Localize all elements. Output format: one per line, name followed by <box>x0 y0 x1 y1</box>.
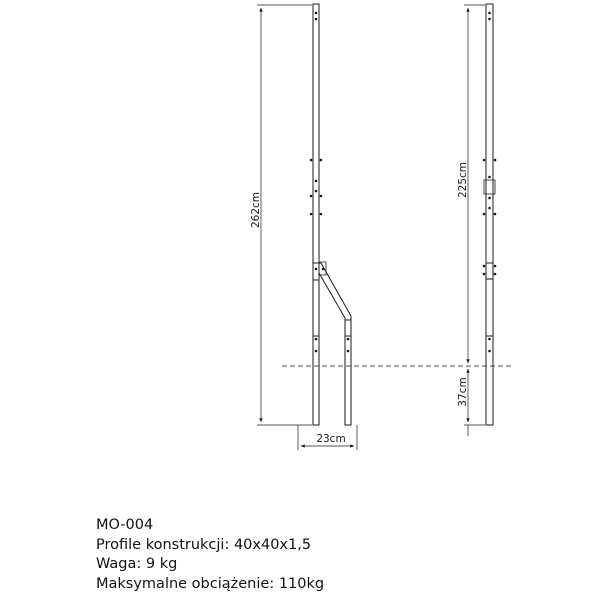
bolt-hole <box>494 213 497 216</box>
bolt-hole <box>310 213 313 216</box>
bolt-hole <box>310 159 313 162</box>
bolt-hole <box>347 338 350 341</box>
bolt-hole <box>310 195 313 198</box>
front-main-post <box>313 4 319 425</box>
front-bolt-holes <box>310 12 350 353</box>
bolt-hole <box>494 265 497 268</box>
model-code: MO-004 <box>96 517 154 533</box>
max-load-spec: Maksymalne obciążenie: 110kg <box>96 575 325 592</box>
side-bolt-holes <box>483 12 497 353</box>
bolt-hole <box>488 18 491 21</box>
bolt-hole <box>320 213 323 216</box>
bolt-hole <box>494 159 497 162</box>
side-view <box>484 4 495 425</box>
bolt-hole <box>494 273 497 276</box>
bolt-hole <box>488 176 491 179</box>
bolt-hole <box>315 338 318 341</box>
bolt-hole <box>315 268 318 271</box>
bolt-hole <box>483 265 486 268</box>
bolt-hole <box>488 350 491 353</box>
bolt-hole <box>488 12 491 15</box>
bolt-hole <box>488 197 491 200</box>
side-above-label: 225cm <box>457 161 469 199</box>
bolt-hole <box>483 273 486 276</box>
bolt-hole <box>483 213 486 216</box>
base-width-label: 23cm <box>316 433 346 445</box>
side-post <box>486 4 493 425</box>
bolt-hole <box>347 350 350 353</box>
spec-list <box>96 516 324 594</box>
bolt-hole <box>322 268 325 271</box>
bolt-hole <box>315 190 318 193</box>
bolt-hole <box>315 350 318 353</box>
bolt-hole <box>488 338 491 341</box>
front-view <box>313 4 351 425</box>
profile-spec: Profile konstrukcji: 40x40x1,5 <box>96 536 312 553</box>
bolt-hole <box>483 159 486 162</box>
front-height-dimension <box>257 5 312 425</box>
front-diagonal-strut <box>319 263 351 320</box>
bolt-hole <box>488 207 491 210</box>
bolt-hole <box>320 195 323 198</box>
bolt-hole <box>315 180 318 183</box>
front-height-label: 262cm <box>250 191 262 229</box>
side-below-label: 37cm <box>457 377 469 407</box>
bolt-hole <box>320 159 323 162</box>
bolt-hole <box>315 12 318 15</box>
bolt-hole <box>315 18 318 21</box>
weight-spec: Waga: 9 kg <box>96 556 178 572</box>
